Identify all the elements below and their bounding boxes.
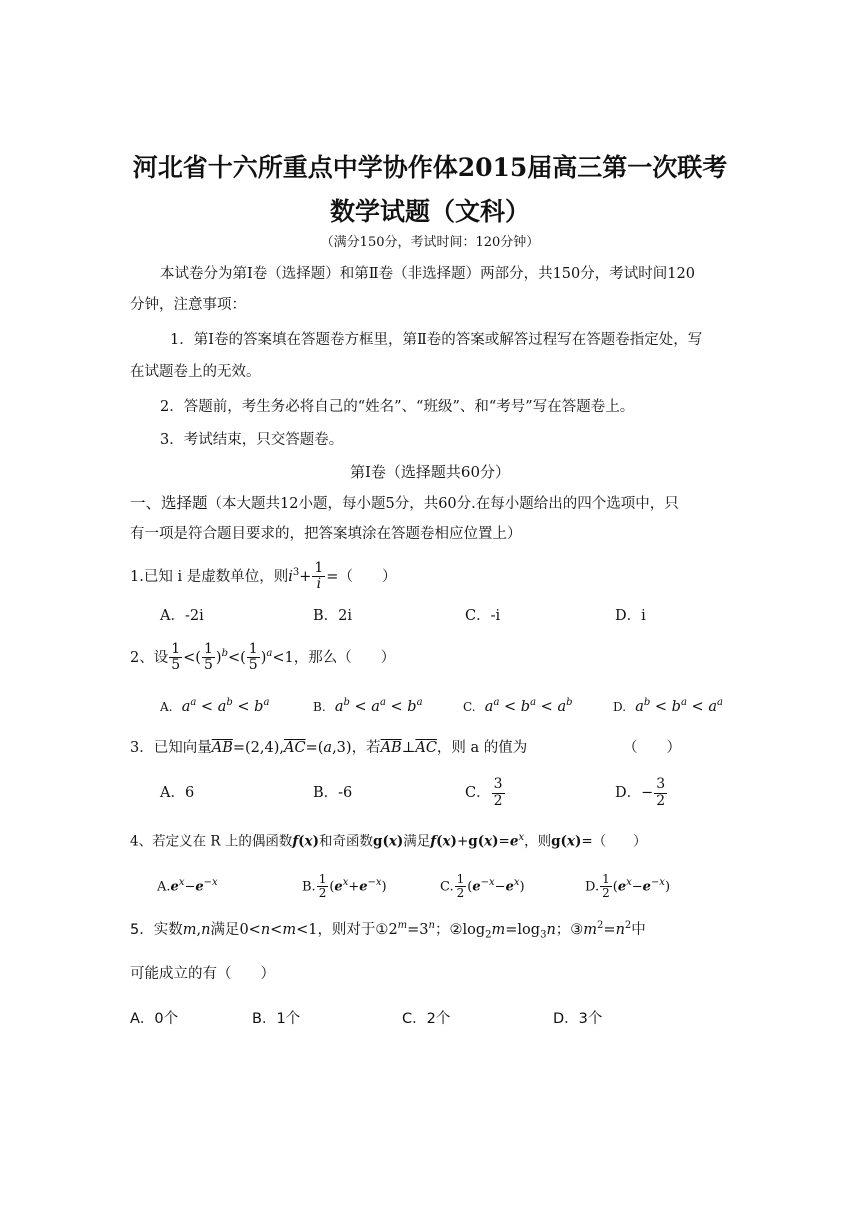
note-3: 3．考试结束，只交答题卷。 [160,432,344,448]
q2-option-b: B. $a^b < a^a < b^a$ [313,697,423,715]
q1-option-b: B．2i [313,608,353,624]
section-1-desc-line-1 [130,493,679,514]
question-5-part-a: 5．实数 [130,921,183,938]
note-2: 2．答题前，考生务必将自己的“姓名”、“班级”、和“考号”写在答题卷上。 [160,399,635,415]
q1-option-d: D．i [615,608,646,624]
intro-line-2: 分钟，注意事项： [130,297,246,313]
question-3-suffix: ，则 a 的值为 [436,740,528,756]
question-4-part-c: 满足 [403,833,431,850]
question-5-part-f: 中 [631,921,646,938]
question-4-stem: 4、若定义在 R 上的偶函数f(x)和奇函数g(x)满足$f(x)+g(x)=e^x$，则g(x)=（ ） [130,832,647,850]
question-2-prefix: 2、设 [130,649,169,666]
question-5-part-e: ；③ [555,921,584,938]
question-4-part-d: ，则 [524,833,552,850]
section-1-desc-a: （本大题共12小题，每小题5分，共60分.在每小题给出的四个选项中，只 [207,496,679,512]
question-4-part-e: =（ ） [581,833,647,850]
question-4-part-b: 和奇函数 [319,833,373,850]
note-1-line-1: 1．第Ⅰ卷的答案填在答题卷方框里，第Ⅱ卷的答案或解答过程写在答题卷指定处，写 [170,332,703,348]
q1-option-a: A．-2i [160,608,204,624]
exam-meta: （满分150分，考试时间：120分钟） [320,235,540,250]
question-1-suffix: =（ ） [326,568,397,585]
q2-option-a: A. $a^a < a^b < b^a$ [160,697,270,715]
q3-option-b: B．-6 [313,785,353,801]
q4-option-c: C. $\frac{1}{2}$ $(e^{-x}-e^x)$ [440,872,525,901]
question-1-stem: 1.已知 i 是虚数单位，则$i^3+$ $\frac{1}{i}$ =（ ） [130,559,397,593]
q4-option-b: B. $\frac{1}{2}$ $(e^x+e^{-x})$ [302,872,387,901]
fraction-1-over-i: $\frac{1}{i}$ [314,559,324,593]
section-1-heading: 一、选择题 [130,494,208,512]
q3-option-d: D．− $\frac{3}{2}$ [615,776,666,809]
exam-subtitle: 数学试题（文科） [329,197,530,226]
question-5-line-2: 可能成立的有（ ） [130,966,275,982]
part-1-heading: 第Ⅰ卷（选择题共60分） [349,463,510,481]
question-4-part-a: 4、若定义在 R 上的偶函数 [130,833,293,850]
question-5-part-b: 满足 [210,921,240,938]
question-5-part-c: ，则对于① [317,921,389,938]
q5-option-a: A．0个 [130,1011,179,1027]
question-3-stem: 3．已知向量$\overline{AB}=(2,4),\overline{AC}=(a,3)$，若$\overline{AB}\perp\overline{AC}$，则 a 的值为 [130,740,528,756]
question-3-prefix: 3．已知向量 [130,740,212,756]
q3-option-c: C． $\frac{3}{2}$ [465,776,503,809]
q5-option-d: D．3个 [553,1011,603,1027]
question-2-stem: 2、设 $\frac{1}{5}$ <( $\frac{1}{5}$ )$^b$<( $\frac{1}{5}$ )$^a$<1，那么（ ） [130,640,396,674]
q5-option-c: C．2个 [402,1011,451,1027]
q4-option-d: D. $\frac{1}{2}$ $(e^x-e^{-x})$ [585,872,671,901]
q5-option-b: B．1个 [252,1011,301,1027]
exam-title: 河北省十六所重点中学协作体2015届高三第一次联考 [132,153,728,182]
question-1-prefix: 1.已知 i 是虚数单位，则 [130,568,289,585]
note-1-line-2: 在试题卷上的无效。 [130,364,261,380]
q1-option-c: C．-i [465,608,501,624]
question-5-stem: 5．实数m,n满足0<n<m<1，则对于$①2^m=3^n$；$②\log_2m=\log_3n$；$③m^2=n^2$中 [130,920,646,941]
question-3-mid: ，若 [351,740,381,756]
q4-option-a: $A.e^x-e^{-x}$ [157,877,218,895]
question-5-part-d: ；② [434,921,463,938]
question-2-suffix: ，那么（ ） [293,649,396,666]
intro-line-1: 本试卷分为第Ⅰ卷（选择题）和第Ⅱ卷（非选择题）两部分，共150分，考试时间120 [160,266,695,282]
question-3-paren: （ ） [623,740,681,756]
q2-option-c: C. $a^a < b^a < a^b$ [463,697,573,715]
q3-option-a: A．6 [160,785,195,801]
section-1-desc-line-2: 有一项是符合题目要求的，把答案填涂在答题卷相应位置上） [130,526,522,542]
q2-option-d: D. $a^b < b^a < a^a$ [613,697,723,715]
